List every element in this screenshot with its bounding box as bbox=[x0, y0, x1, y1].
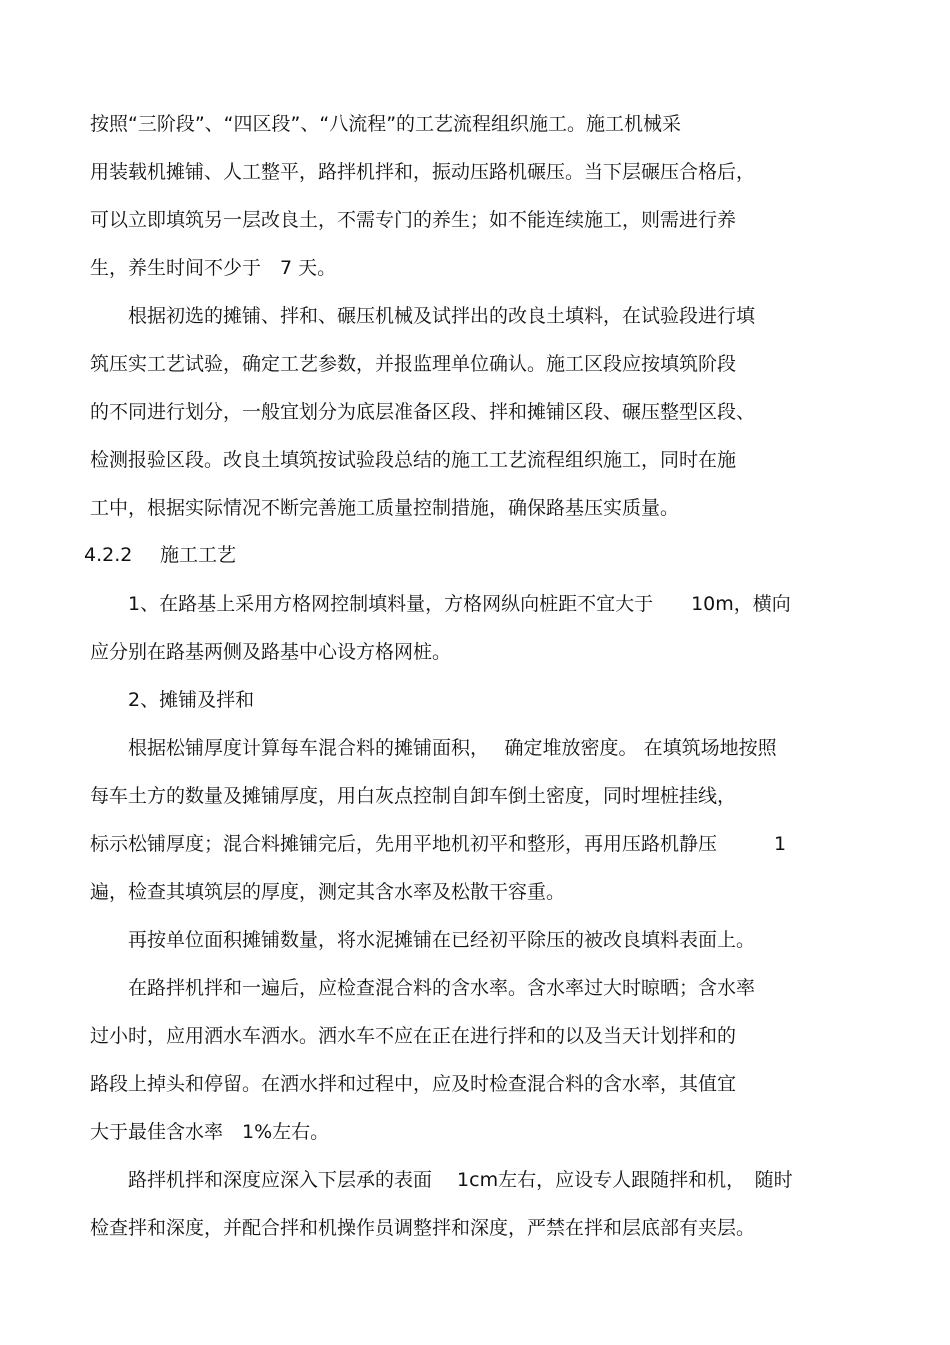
text-line: 用装载机摊铺、人工整平，路拌机拌和，振动压路机碾压。当下层碾压合格后， bbox=[90, 161, 756, 183]
text-line: 筑压实工艺试验，确定工艺参数，并报监理单位确认。施工区段应按填筑阶段 bbox=[90, 353, 737, 375]
text-line: 路段上掉头和停留。在洒水拌和过程中，应及时检查混合料的含水率，其值宜 bbox=[90, 1073, 737, 1095]
text-line: 过小时，应用洒水车洒水。洒水车不应在正在进行拌和的以及当天计划拌和的 bbox=[90, 1025, 737, 1047]
text-line: 的不同进行划分，一般宜划分为底层准备区段、拌和摊铺区段、碾压整型区段、 bbox=[90, 401, 756, 423]
text-line: 大于最佳含水率 1%左右。 bbox=[90, 1121, 330, 1143]
text-line: 工中，根据实际情况不断完善施工质量控制措施，确保路基压实质量。 bbox=[90, 497, 680, 519]
text-line: 可以立即填筑另一层改良土，不需专门的养生；如不能连续施工，则需进行养 bbox=[90, 209, 737, 231]
text-line: 生，养生时间不少于 7 天。 bbox=[90, 257, 337, 279]
text-line: 2、摊铺及拌和 bbox=[128, 689, 255, 711]
text-line: 检查拌和深度，并配合拌和机操作员调整拌和深度，严禁在拌和层底部有夹层。 bbox=[90, 1217, 756, 1239]
text-line: 检测报验区段。改良土填筑按试验段总结的施工工艺流程组织施工，同时在施 bbox=[90, 449, 737, 471]
section-number: 4.2.2 bbox=[84, 544, 133, 566]
text-line: 遍，检查其填筑层的厚度，测定其含水率及松散干容重。 bbox=[90, 881, 566, 903]
text-line: 路拌机拌和深度应深入下层承的表面 1cm左右，应设专人跟随拌和机， 随时 bbox=[128, 1169, 793, 1191]
text-line: 按照“三阶段”、“四区段”、“八流程”的工艺流程组织施工。施工机械采 bbox=[90, 113, 682, 135]
text-line: 标示松铺厚度；混合料摊铺完后，先用平地机初平和整形，再用压路机静压 1 bbox=[90, 833, 787, 855]
text-line: 每车土方的数量及摊铺厚度，用白灰点控制自卸车倒土密度，同时埋桩挂线， bbox=[90, 785, 737, 807]
text-line: 应分别在路基两侧及路基中心设方格网桩。 bbox=[90, 641, 452, 663]
text-line: 根据初选的摊铺、拌和、碾压机械及试拌出的改良土填料，在试验段进行填 bbox=[128, 305, 756, 327]
text-line: 在路拌机拌和一遍后，应检查混合料的含水率。含水率过大时晾晒；含水率 bbox=[128, 977, 756, 999]
section-title: 施工工艺 bbox=[160, 544, 237, 566]
text-line: 1、在路基上采用方格网控制填料量，方格网纵向桩距不宜大于 10m，横向 bbox=[128, 593, 791, 615]
text-line: 根据松铺厚度计算每车混合料的摊铺面积， 确定堆放密度。 在填筑场地按照 bbox=[128, 737, 777, 759]
text-line: 再按单位面积摊铺数量，将水泥摊铺在已经初平除压的被改良填料表面上。 bbox=[128, 929, 756, 951]
